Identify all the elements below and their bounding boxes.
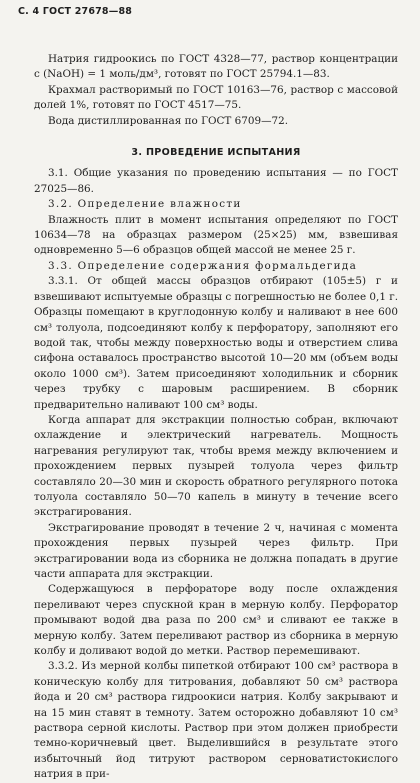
document-body xyxy=(34,52,398,783)
paragraph-starch: Крахмал растворимый по ГОСТ 10163—76, раствор с массовой долей 1%, готовят по ГОСТ 4517—75. xyxy=(34,83,398,112)
paragraph-3-3-1: 3.3.1. От общей массы образцов отбирают (105±5) г и взвешивают испытуемые образцы с погрешностью не более 0,1 г. Образцы помещают в круглодонную колбу и наливают в нее 600 см³ толуола, подсоединяют колбу к перфоратору, заполняют его водой так, чтобы между поверхностью воды и отверстием слива сифона оставалось пространство высотой 10—20 мм (объем воды около 1000 см³). Затем присоединяют холодильник и сборник через трубку с шаровым расширением. В сборник предварительно наливают 100 см³ воды. xyxy=(34,275,398,411)
section-title: 3. ПРОВЕДЕНИЕ ИСПЫТАНИЯ xyxy=(131,147,301,159)
paragraph-water: Вода дистиллированная по ГОСТ 6709—72. xyxy=(48,114,289,127)
page-header: С. 4 ГОСТ 27678—88 xyxy=(18,6,133,17)
paragraph-3-3-2: 3.3.2. Из мерной колбы пипеткой отбирают 100 см³ раствора в коническую колбу для титрования, добавляют 50 см³ раствора йода и 20 см³ раствора гидроокиси натрия. Колбу закрывают и на 15 мин ставят в темноту. Затем осторожно добавляют 10 см³ раствора серной кислоты. Раствор при этом должен приобрести темно-коричневый цвет. Выделившийся в результате этого избыточный йод титруют раствором серноватистокислого натрия в при- xyxy=(34,660,398,781)
paragraph-perforator-water: Содержащуюся в перфораторе воду после охлаждения переливают через спускной кран в мерную колбу. Перфоратор промывают водой два раза по 200 см³ и сливают ее также в мерную колбу. Затем переливают раствор из сборника в мерную колбу и доливают водой до метки. Раствор перемешивают. xyxy=(34,583,398,658)
paragraph-sodium-hydroxide: Натрия гидроокись по ГОСТ 4328—77, раствор концентрации c (NaOH) = 1 моль/дм³, готовят по ГОСТ 25794.1—83. xyxy=(34,53,398,81)
paragraph-extraction-duration: Экстрагирование проводят в течение 2 ч, начиная с момента прохождения первых пузырей через фильтр. При экстрагировании вода из сборника не должна попадать в другие части аппарата для экстракции. xyxy=(34,521,398,580)
subheading-moisture: 3.2. Определение влажности xyxy=(48,198,242,211)
paragraph-moisture: Влажность плит в момент испытания определяют по ГОСТ 10634—78 на образцах размером (25×25) мм, взвешивая одновременно 5—6 образцов общей массой не менее 25 г. xyxy=(34,213,398,257)
paragraph-extraction-apparatus: Когда аппарат для экстракции полностью собран, включают охлаждение и электрический нагреватель. Мощность нагревания регулируют так, чтобы время между включением и прохождением первых пузырей толуола через фильтр составляло 20—30 мин и скорость обратного регулярного потока толуола составляло 50—70 капель в минуту в течение всего экстрагирования. xyxy=(34,413,398,519)
paragraph-general: 3.1. Общие указания по проведению испытания — по ГОСТ 27025—86. xyxy=(34,167,398,195)
subheading-formaldehyde: 3.3. Определение содержания формальдегида xyxy=(48,259,358,272)
